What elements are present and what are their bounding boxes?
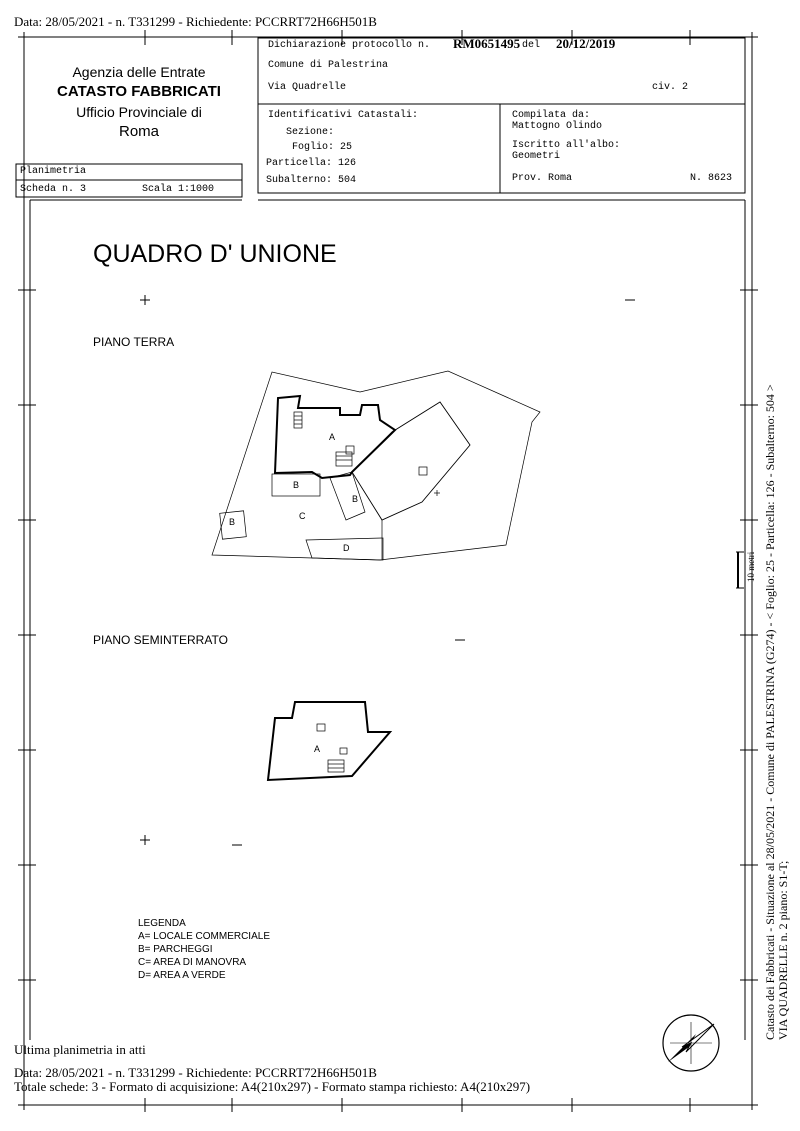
- agency-office: Ufficio Provinciale di: [76, 104, 202, 120]
- agency-catasto: CATASTO FABBRICATI: [57, 83, 221, 100]
- scala-label: Scala 1:1000: [142, 184, 215, 195]
- piano-terra-title: PIANO TERRA: [93, 335, 175, 349]
- header-request-line: Data: 28/05/2021 - n. T331299 - Richiedente: PCCRRT72H66H501B: [14, 14, 377, 29]
- compilata-label: Compilata da:: [512, 110, 591, 121]
- plan-label-b2: B: [352, 494, 359, 504]
- side-address-line: VIA QUADRELLE n. 2 piano: S1-T;: [776, 860, 790, 1040]
- civico-label: civ. 2: [652, 82, 689, 93]
- legend-item-b: B= PARCHEGGI: [138, 944, 213, 955]
- provincia-label: Prov. Roma: [512, 173, 573, 184]
- footer-request-line: Data: 28/05/2021 - n. T331299 - Richiedente: PCCRRT72H66H501B: [14, 1065, 377, 1080]
- plan-label-a: A: [329, 432, 336, 442]
- legend: [138, 917, 270, 982]
- albo-number: N. 8623: [690, 173, 733, 184]
- plan-label-d: D: [343, 543, 350, 553]
- foglio-label: Foglio: 25: [292, 142, 353, 153]
- albo-label: Geometri: [512, 151, 561, 162]
- del-label: del: [522, 40, 541, 51]
- dichiarazione-label: Dichiarazione protocollo n.: [268, 40, 431, 51]
- scheda-number: Scheda n. 3: [20, 184, 87, 195]
- identificativi-label: Identificativi Catastali:: [268, 110, 419, 121]
- plan-seminterrato-label-a: A: [314, 744, 321, 754]
- protocollo-number: RM0651495: [453, 36, 521, 51]
- plan-label-b1: B: [293, 480, 300, 490]
- particella-label: Particella: 126: [266, 158, 357, 169]
- planimetria-label: Planimetria: [20, 166, 87, 177]
- page-title: QUADRO D' UNIONE: [93, 240, 337, 268]
- piano-seminterrato-title: PIANO SEMINTERRATO: [93, 633, 228, 647]
- compilatore-name: Mattogno Olindo: [512, 121, 603, 132]
- plan-label-b3: B: [229, 517, 236, 527]
- agency-city: Roma: [118, 123, 159, 140]
- subalterno-label: Subalterno: 504: [266, 175, 357, 186]
- footer-totale-schede: Totale schede: 3 - Formato di acquisizione: A4(210x297) - Formato stampa richiesto: A4(210x297): [14, 1079, 531, 1094]
- via-label: Via Quadrelle: [268, 82, 347, 93]
- scale-bar-label: 10 metri: [746, 551, 756, 582]
- side-catasto-line: Catasto dei Fabbricati - Situazione al 28/05/2021 - Comune di PALESTRINA (G274) - < Foglio: 25 - Particella: 126 - Subalterno: 504 >: [763, 384, 777, 1040]
- legend-title: LEGENDA: [138, 918, 186, 929]
- legend-item-d: D= AREA A VERDE: [138, 970, 226, 981]
- north-arrow-icon: [660, 1012, 722, 1074]
- comune-label: Comune di Palestrina: [268, 60, 389, 71]
- ultima-planimetria: Ultima planimetria in atti: [14, 1042, 146, 1057]
- agency-name: Agenzia delle Entrate: [72, 64, 206, 80]
- legend-item-a: A= LOCALE COMMERCIALE: [138, 931, 270, 942]
- protocollo-date: 20/12/2019: [556, 36, 616, 51]
- sezione-label: Sezione:: [286, 127, 335, 138]
- legend-item-c: C= AREA DI MANOVRA: [138, 957, 247, 968]
- iscritto-label: Iscritto all'albo:: [512, 140, 621, 151]
- plan-label-c: C: [299, 511, 306, 521]
